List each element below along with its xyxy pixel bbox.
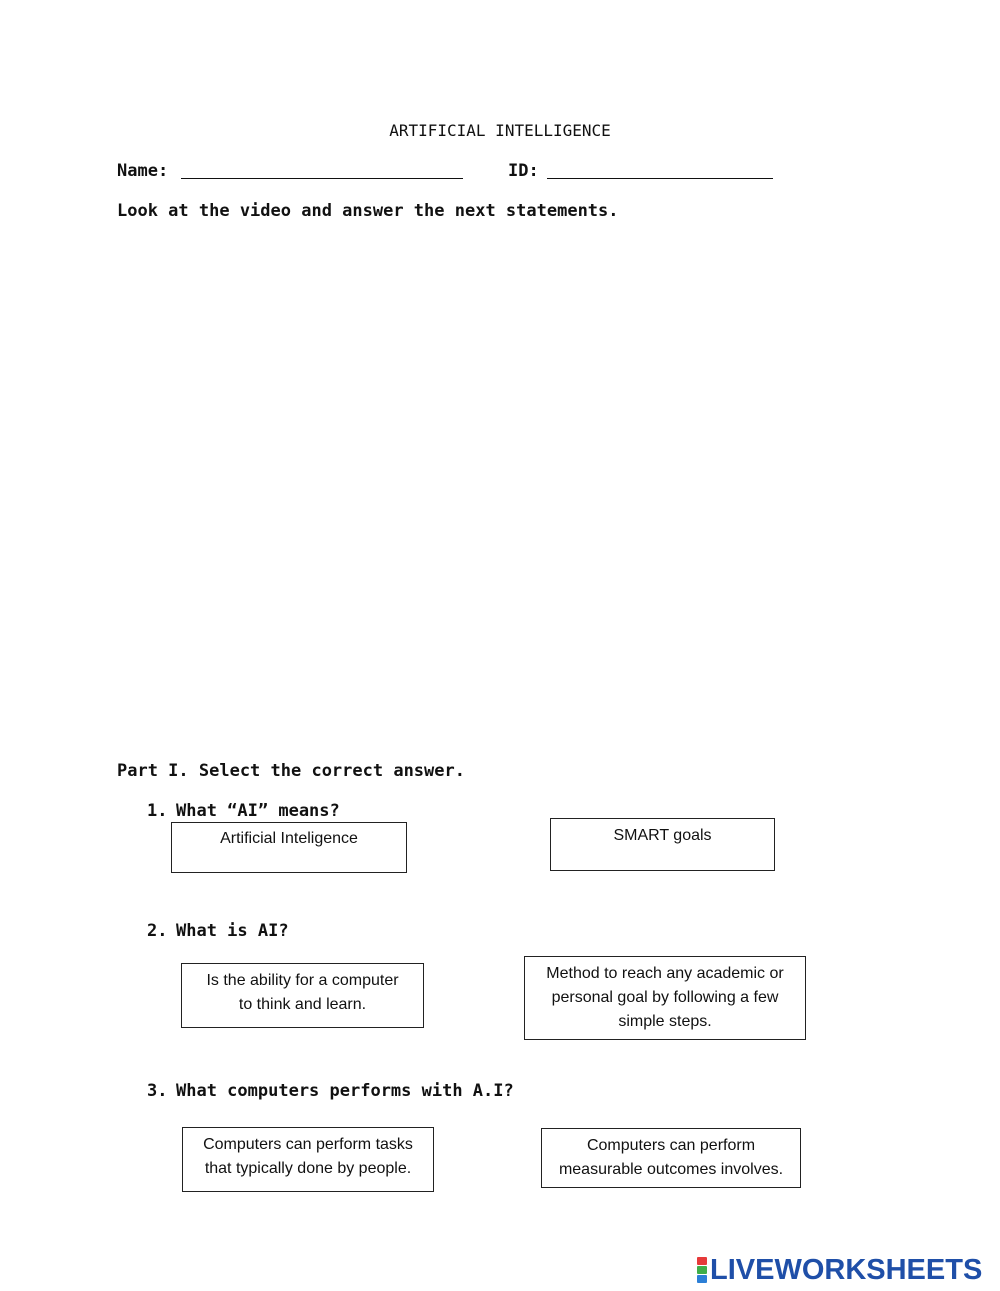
option-label: Artificial Inteligence — [220, 830, 358, 847]
logo-cube — [697, 1275, 707, 1283]
logo-wordmark: LIVEWORKSHEETS — [710, 1254, 983, 1286]
question-1-option-a[interactable] — [171, 822, 407, 873]
part1-heading: Part I. Select the correct answer. — [117, 761, 465, 781]
question-3-option-b[interactable] — [541, 1128, 801, 1188]
instructions-text: Look at the video and answer the next statements. — [117, 201, 619, 221]
question-1-option-b[interactable] — [550, 818, 775, 871]
id-label: ID: — [508, 161, 539, 181]
name-input-line[interactable] — [181, 178, 463, 179]
question-1-text: What “AI” means? — [176, 801, 340, 821]
logo-cube — [697, 1257, 707, 1265]
question-3-text: What computers performs with A.I? — [176, 1081, 514, 1101]
option-label: Method to reach any academic or personal goal by following a few simple steps. — [546, 965, 784, 1030]
name-label: Name: — [117, 161, 169, 181]
question-2-option-a[interactable] — [181, 963, 424, 1028]
video-area — [117, 235, 887, 745]
id-input-line[interactable] — [547, 178, 773, 179]
question-2-number: 2. — [147, 921, 168, 941]
logo-cubes-icon — [697, 1257, 707, 1283]
option-label: Is the ability for a computer to think and learn. — [206, 972, 399, 1013]
option-label: SMART goals — [613, 827, 712, 844]
liveworksheets-logo — [697, 1255, 982, 1285]
question-2-text: What is AI? — [176, 921, 289, 941]
logo-cube — [697, 1266, 707, 1274]
option-label: Computers can perform measurable outcomes involves. — [558, 1137, 784, 1178]
question-3-option-a[interactable] — [182, 1127, 434, 1192]
question-1-number: 1. — [147, 801, 168, 821]
option-label: Computers can perform tasks that typically done by people. — [203, 1136, 413, 1177]
worksheet-title: ARTIFICIAL INTELLIGENCE — [389, 121, 611, 140]
question-3-number: 3. — [147, 1081, 168, 1101]
question-2-option-b[interactable] — [524, 956, 806, 1040]
